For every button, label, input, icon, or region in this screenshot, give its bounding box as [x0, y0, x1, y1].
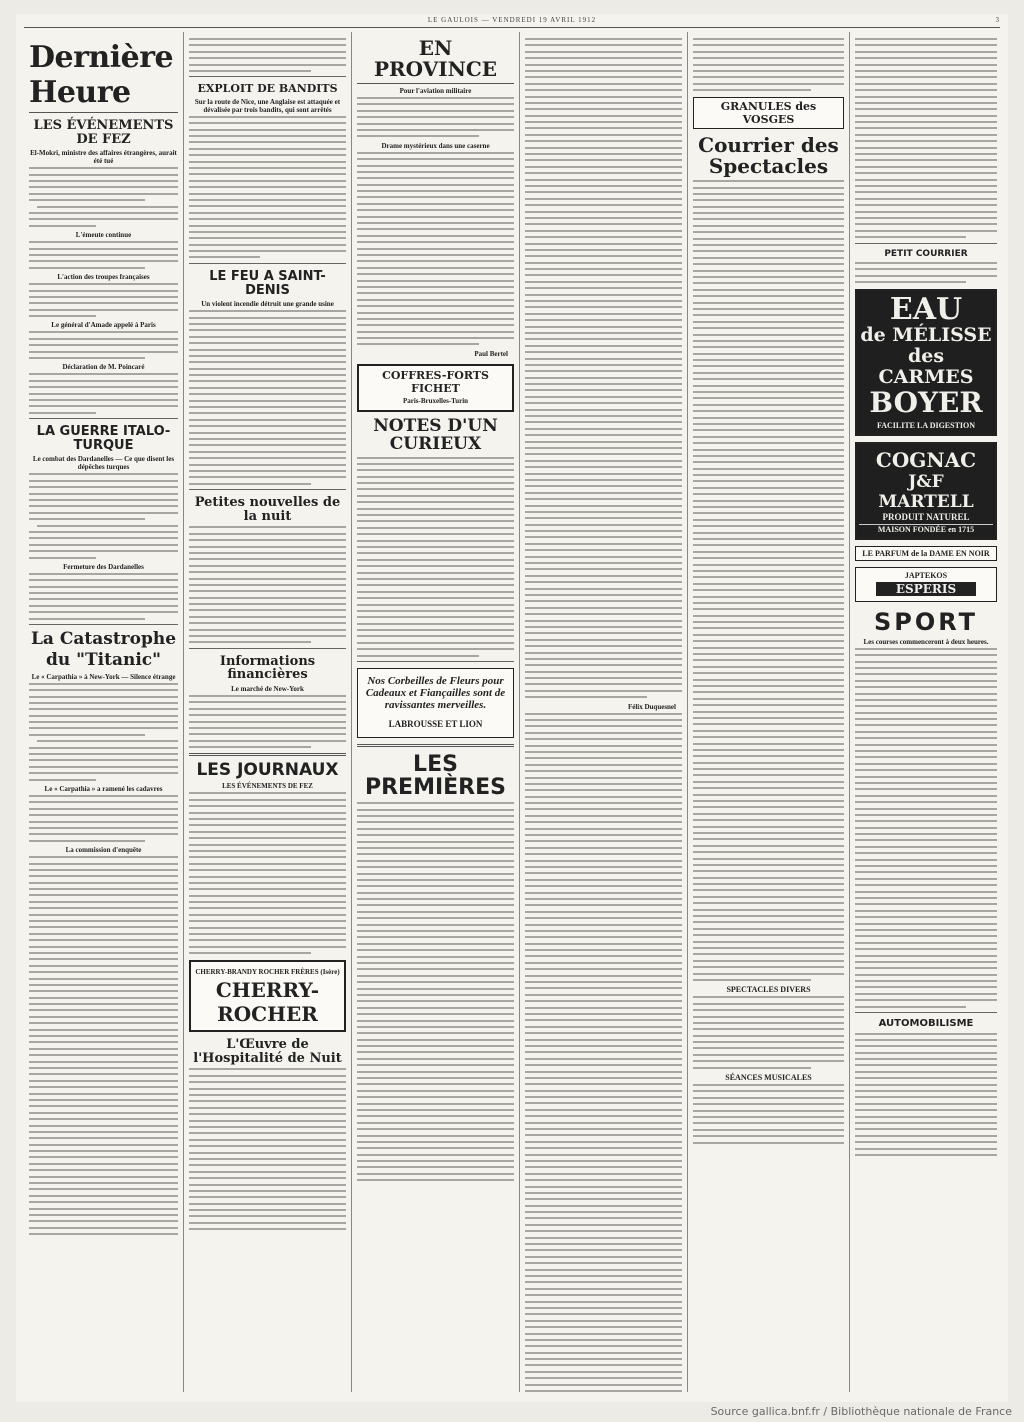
- headline-petit-courrier: PETIT COURRIER: [884, 248, 968, 259]
- headline-en-province: EN PROVINCE: [357, 38, 514, 84]
- headline-informations-financieres: Informations financières: [219, 653, 316, 683]
- ad-parfum-dame-noir: [855, 546, 997, 561]
- ad-corbeilles-fleurs: [357, 668, 514, 738]
- column-6: [850, 32, 1002, 1392]
- headline-titanic-2: du "Titanic": [45, 649, 162, 670]
- subhead-spectacles-divers: SPECTACLES DIVERS: [726, 985, 811, 995]
- headline-petites-nouvelles: Petites nouvelles de la nuit: [194, 495, 341, 524]
- folio-line: [16, 16, 1008, 26]
- top-rule: [24, 27, 1000, 28]
- ad-esperis: [855, 567, 997, 602]
- ad-digestion: FACILITE LA DIGESTION: [876, 420, 976, 430]
- subhead-seances-musicales: SÉANCES MUSICALES: [725, 1073, 812, 1083]
- column-5: [688, 32, 850, 1392]
- headline-automobilisme: AUTOMOBILISME: [878, 1018, 974, 1030]
- headline-italo-turque: LA GUERRE ITALO-TURQUE: [36, 424, 171, 453]
- ad-cognac: COGNAC: [875, 447, 977, 472]
- ad-granules-vosges: [693, 97, 844, 129]
- ad-corbeilles-text: Nos Corbeilles de Fleurs pour Cadeaux et Fiançailles sont de ravissantes merveilles.: [365, 675, 506, 712]
- ad-cherry-rocher: [189, 960, 346, 1032]
- headline-les-journaux: LES JOURNAUX: [196, 759, 339, 780]
- ad-martell: J&F MARTELL: [878, 471, 974, 512]
- subhead-troupes: L'action des troupes françaises: [57, 273, 150, 282]
- subhead-new-york: Le marché de New-York: [231, 685, 304, 694]
- headline-fez: LES ÉVÉNEMENTS DE FEZ: [33, 118, 174, 147]
- headline-bandits: EXPLOIT DE BANDITS: [197, 82, 338, 96]
- ad-cherry-rocher-title: CHERRY-ROCHER: [215, 978, 320, 1027]
- subhead-journaux-fez: LES ÉVÉNEMENTS DE FEZ: [222, 782, 313, 791]
- ad-fichet-sub: Paris-Bruxelles-Turin: [402, 396, 469, 405]
- column-4: [520, 32, 688, 1392]
- headline-hospitalite: L'Œuvre de l'Hospitalité de Nuit: [193, 1037, 342, 1066]
- ad-parfum-text: LE PARFUM de la DAME EN NOIR: [862, 548, 990, 558]
- headline-notes-curieux: NOTES D'UN CURIEUX: [373, 415, 498, 454]
- ad-eau: EAU: [889, 292, 963, 328]
- page-number: 3: [995, 16, 1000, 24]
- folio-title: LE GAULOIS — VENDREDI 19 AVRIL 1912: [427, 16, 597, 24]
- subhead-courses: Les courses commenceront à deux heures.: [863, 637, 989, 646]
- ad-esperis-name: ESPERIS: [876, 582, 976, 596]
- ad-cherry-rocher-sub: CHERRY-BRANDY ROCHER FRÈRES (Isère): [195, 968, 340, 977]
- subhead-incendie: Un violent incendie détruit une grande usine: [201, 300, 334, 309]
- ad-produit-naturel: PRODUIT NATUREL: [882, 511, 970, 522]
- column-1: [24, 32, 184, 1392]
- headline-titanic-1: La Catastrophe: [30, 629, 177, 650]
- ad-fichet-title: COFFRES-FORTS FICHET: [382, 368, 489, 395]
- subhead-emeute: L'émeute continue: [75, 231, 132, 240]
- ad-maison-fondee: MAISON FONDÉE en 1715: [859, 524, 993, 534]
- subhead-fermeture: Fermeture des Dardanelles: [63, 562, 144, 571]
- headline-les-premieres: LES PREMIÈRES: [364, 752, 506, 801]
- ad-eau-melisse-boyer: [855, 289, 997, 435]
- signature-bertel: Paul Bertel: [474, 349, 508, 358]
- source-credit: Source gallica.bnf.fr / Bibliothèque nationale de France: [710, 1405, 1012, 1418]
- headline-sport: SPORT: [873, 607, 979, 636]
- subhead-bandits: Sur la route de Nice, une Anglaise est attaquée et dévalisée par trois bandits, qui sont arrêtés: [194, 97, 341, 114]
- ad-granules-title: GRANULES des VOSGES: [720, 100, 817, 127]
- headline-courrier-spectacles: Courrier des Spectacles: [698, 133, 839, 179]
- subhead-cadavres: Le « Carpathia » a ramené les cadavres: [44, 784, 163, 793]
- subhead-carpathia: Le « Carpathia » à New-York — Silence étrange: [31, 672, 176, 681]
- column-2: [184, 32, 352, 1392]
- subhead-aviation: Pour l'aviation militaire: [399, 87, 472, 95]
- subhead-amade: Le général d'Amade appelé à Paris: [51, 321, 156, 330]
- ad-boyer: BOYER: [869, 385, 983, 419]
- subhead-enquete: La commission d'enquête: [65, 846, 142, 855]
- column-3: [352, 32, 520, 1392]
- masthead-derniere-heure: Dernière Heure: [29, 40, 178, 113]
- ad-melisse: de MÉLISSE: [860, 324, 992, 347]
- subhead-fez: El-Mokri, ministre des affaires étrangères, aurait été tué: [30, 149, 177, 166]
- newspaper-page: [16, 14, 1008, 1402]
- subhead-poincare: Déclaration de M. Poincaré: [62, 363, 145, 372]
- subhead-dardanelles: Le combat des Dardanelles — Ce que disent les dépêches turques: [32, 455, 175, 472]
- headline-feu-saint-denis: LE FEU A SAINT-DENIS: [209, 268, 326, 298]
- signature-duquesnel: Félix Duquesnel: [627, 702, 676, 711]
- ad-japtekos: JAPTEKOS: [904, 570, 948, 580]
- ad-cognac-martell: [855, 442, 997, 540]
- subhead-drame-caserne: Drame mystérieux dans une caserne: [381, 141, 490, 150]
- ad-carmes: des CARMES: [878, 345, 974, 388]
- ad-coffres-forts-fichet: [357, 364, 514, 412]
- ad-labrousse-lion: LABROUSSE ET LION: [388, 719, 483, 730]
- text-block: [29, 167, 178, 227]
